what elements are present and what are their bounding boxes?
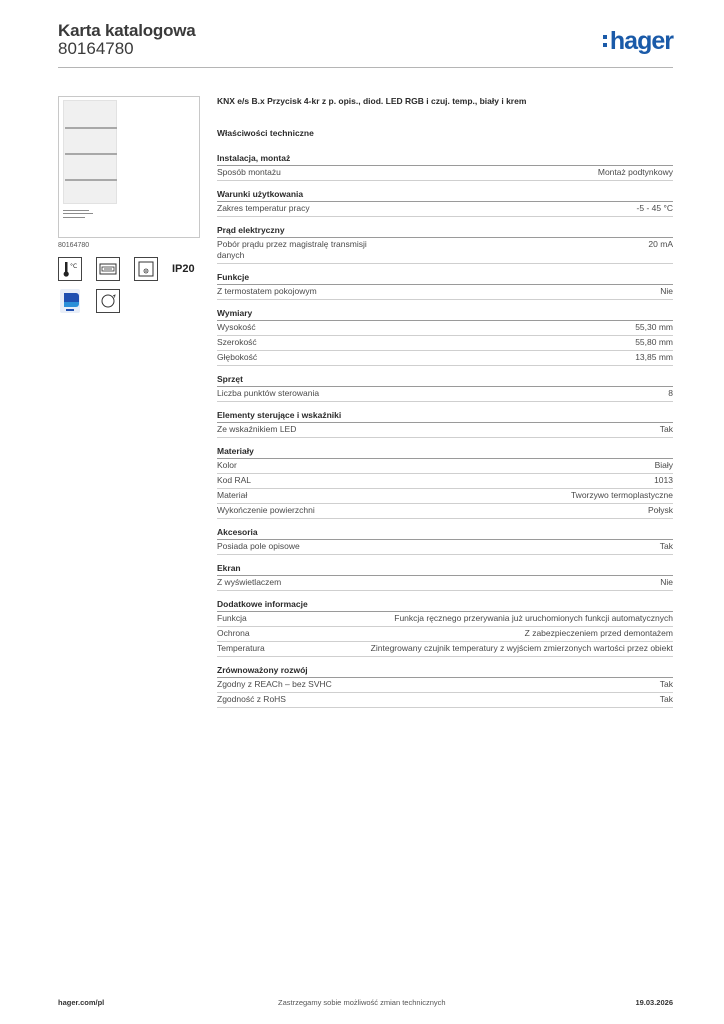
property-label: Z wyświetlaczem	[217, 577, 282, 587]
feature-icons-row-1	[58, 257, 200, 281]
property-row	[217, 627, 673, 642]
property-label: Materiał	[217, 490, 248, 500]
technical-content	[217, 96, 673, 716]
property-row	[217, 489, 673, 504]
property-label: Ze wskaźnikiem LED	[217, 424, 297, 434]
product-code-caption: 80164780	[58, 242, 90, 249]
page-header	[58, 21, 673, 68]
property-label: Sposób montażu	[217, 167, 281, 177]
section-title: Instalacja, montaż	[217, 153, 673, 166]
property-section	[217, 599, 673, 657]
section-title: Warunki użytkowania	[217, 189, 673, 202]
footer-url: hager.com/pl	[58, 998, 105, 1007]
display-device-icon	[96, 257, 120, 281]
property-row	[217, 336, 673, 351]
property-row	[217, 285, 673, 300]
property-section	[217, 665, 673, 708]
technical-properties-heading: Właściwości techniczne	[217, 128, 314, 138]
property-value: 13,85 mm	[635, 352, 673, 362]
property-row	[217, 423, 673, 438]
property-row	[217, 351, 673, 366]
property-row	[217, 693, 673, 708]
section-title: Sprzęt	[217, 374, 673, 387]
section-title: Ekran	[217, 563, 673, 576]
property-row	[217, 387, 673, 402]
property-section	[217, 374, 673, 402]
property-label: Temperatura	[217, 643, 265, 653]
property-label: Zgodność z RoHS	[217, 694, 286, 704]
property-value: 1013	[654, 475, 673, 485]
property-value: Tak	[659, 694, 673, 704]
property-section	[217, 527, 673, 555]
property-value: Tak	[659, 424, 673, 434]
sensor-device-icon	[134, 257, 158, 281]
property-value: 20 mA	[648, 239, 673, 249]
thermometer-celsius-icon	[58, 257, 82, 281]
property-row	[217, 321, 673, 336]
property-label: Zakres temperatur pracy	[217, 203, 310, 213]
property-value: -5 - 45 °C	[636, 203, 673, 213]
property-row	[217, 474, 673, 489]
property-section	[217, 446, 673, 519]
property-label: Pobór prądu przez magistralę transmisji danych	[217, 239, 367, 260]
property-value: Nie	[660, 286, 673, 296]
property-section	[217, 563, 673, 591]
product-plate	[63, 100, 117, 204]
property-row	[217, 612, 673, 627]
rotate-device-icon	[96, 289, 120, 313]
property-label: Z termostatem pokojowym	[217, 286, 317, 296]
property-label: Funkcja	[217, 613, 247, 623]
footer-date: 19.03.2026	[635, 998, 673, 1007]
property-value: Z zabezpieczeniem przed demontażem	[524, 628, 673, 638]
property-value: Nie	[660, 577, 673, 587]
section-title: Materiały	[217, 446, 673, 459]
footer-notice: Zastrzegamy sobie możliwość zmian technicznych	[278, 998, 446, 1007]
property-row	[217, 540, 673, 555]
property-value: Połysk	[647, 505, 673, 515]
hager-logo	[603, 27, 673, 55]
property-section	[217, 225, 673, 264]
property-label: Szerokość	[217, 337, 257, 347]
document-code: 80164780	[58, 39, 134, 58]
property-value: Funkcja ręcznego przerywania już uruchomionych funkcji automatycznych	[394, 613, 673, 623]
property-value: 55,80 mm	[635, 337, 673, 347]
logo-text: hager	[609, 27, 673, 55]
property-row	[217, 642, 673, 657]
property-value: 55,30 mm	[635, 322, 673, 332]
product-name: KNX e/s B.x Przycisk 4-kr z p. opis., diod. LED RGB i czuj. temp., biały i krem	[217, 96, 527, 106]
property-value: Tak	[659, 541, 673, 551]
property-label: Kod RAL	[217, 475, 252, 485]
property-label: Wykończenie powierzchni	[217, 505, 315, 515]
section-title: Akcesoria	[217, 527, 673, 540]
property-label: Liczba punktów sterowania	[217, 388, 320, 398]
property-value: 8	[668, 388, 673, 398]
section-title: Prąd elektryczny	[217, 225, 673, 238]
property-value: Zintegrowany czujnik temperatury z wyjściem zmierzonych wartości przez obiekt	[370, 643, 673, 653]
section-title: Wymiary	[217, 308, 673, 321]
logo-dots-icon	[603, 33, 609, 48]
document-title: Karta katalogowa	[58, 21, 196, 40]
svg-text:°C: °C	[70, 263, 78, 270]
property-section	[217, 153, 673, 181]
property-row	[217, 678, 673, 693]
property-section	[217, 189, 673, 217]
property-value: Montaż podtynkowy	[597, 167, 673, 177]
product-image	[58, 96, 200, 238]
property-section	[217, 308, 673, 366]
property-value: Biały	[654, 460, 673, 470]
property-label: Ochrona	[217, 628, 250, 638]
section-title: Zrównoważony rozwój	[217, 665, 673, 678]
property-label: Głębokość	[217, 352, 258, 362]
feature-icons-row-2	[58, 289, 200, 313]
property-row	[217, 504, 673, 519]
property-label: Posiada pole opisowe	[217, 541, 300, 551]
property-section	[217, 410, 673, 438]
property-label: Wysokość	[217, 322, 256, 332]
property-row	[217, 576, 673, 591]
epd-document-icon	[58, 289, 82, 313]
property-value: Tworzywo termoplastyczne	[570, 490, 673, 500]
section-title: Dodatkowe informacje	[217, 599, 673, 612]
property-value: Tak	[659, 679, 673, 689]
property-row	[217, 166, 673, 181]
property-label: Zgodny z REACh – bez SVHC	[217, 679, 332, 689]
property-section	[217, 272, 673, 300]
property-row	[217, 238, 673, 264]
properties-sections	[217, 153, 673, 708]
product-sidebar	[58, 96, 200, 313]
section-title: Elementy sterujące i wskaźniki	[217, 410, 673, 423]
property-row	[217, 459, 673, 474]
property-row	[217, 202, 673, 217]
property-label: Kolor	[217, 460, 237, 470]
section-title: Funkcje	[217, 272, 673, 285]
ip-rating-badge: IP20	[172, 263, 195, 275]
